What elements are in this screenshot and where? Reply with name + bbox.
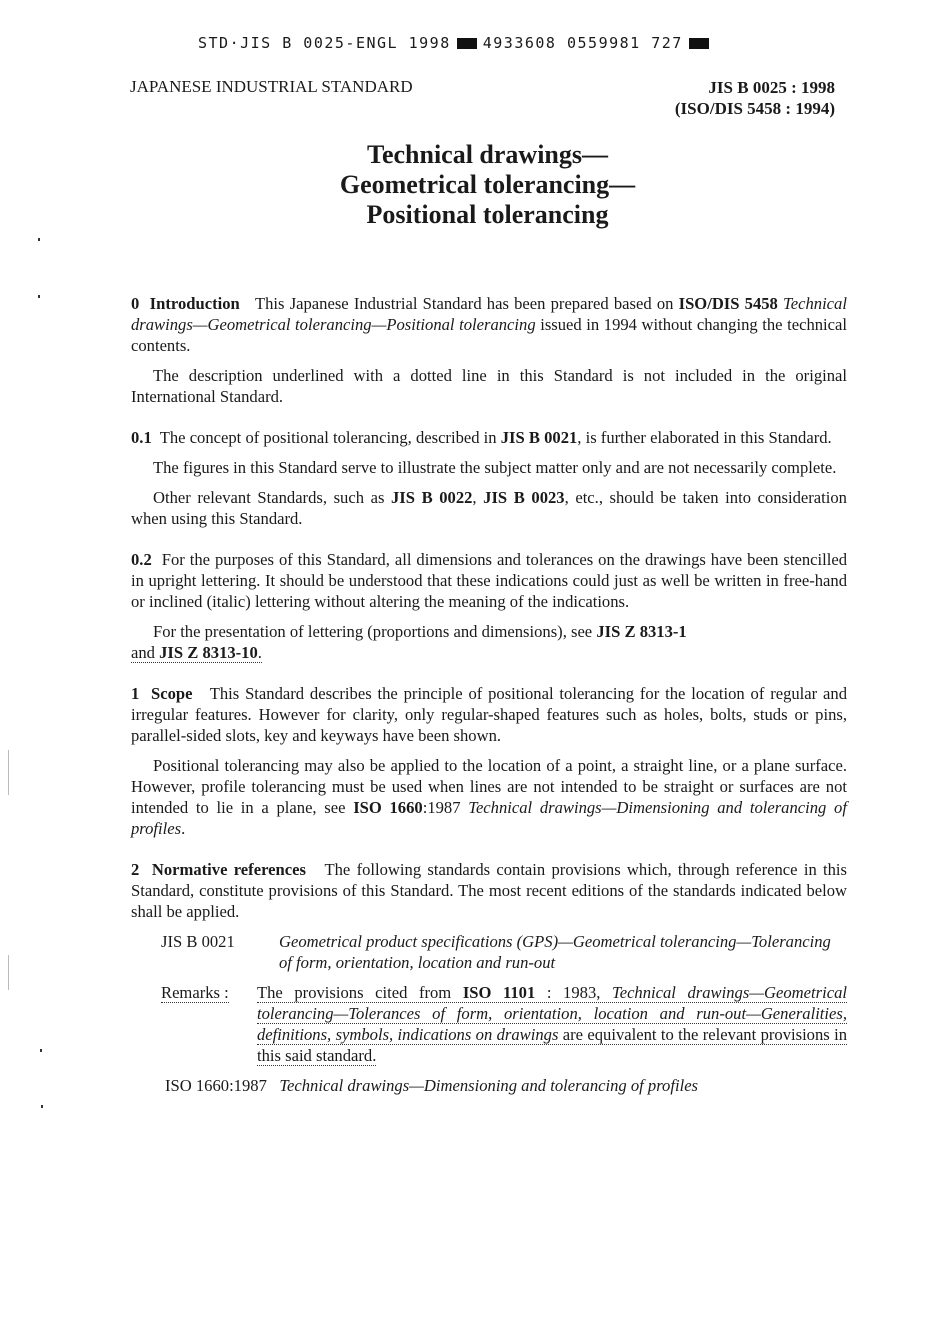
reference-code: JIS B 0021 — [161, 932, 235, 951]
stamp-text-b: 4933608 0559981 727 — [482, 34, 683, 52]
organization-name: JAPANESE INDUSTRIAL STANDARD — [130, 77, 413, 96]
dotted-underline-text — [131, 643, 262, 663]
title-line-3: Positional tolerancing — [366, 200, 609, 229]
standard-ref: JIS Z 8313-1 — [596, 622, 687, 641]
title-line-2: Geometrical tolerancing— — [339, 170, 636, 199]
remarks-entry — [161, 982, 847, 1066]
text: Positional tolerancing may also be applied to the location of a point, a straight line, or a plane surface. However, profile tolerancing must be used when lines are not intended to be straight or surfaces are not intended to lie in a plane, see — [131, 756, 847, 817]
black-mark — [689, 38, 709, 49]
text: The provisions cited from — [257, 983, 452, 1002]
intro-note: The description underlined with a dotted line in this Standard is not included in the original International Standard. — [131, 366, 847, 406]
title-line-1: Technical drawings— — [366, 140, 609, 169]
figures-note: The figures in this Standard serve to illustrate the subject matter only and are not necessarily complete. — [153, 458, 837, 477]
scan-speck — [40, 1049, 42, 1052]
scan-line — [8, 955, 9, 990]
other-standards-paragraph — [131, 487, 847, 529]
intro-text-2: issued in 1994 without changing the technical contents. — [131, 315, 847, 355]
reference-entry — [165, 1075, 847, 1096]
text: , etc., should be taken into consideration when using this Standard. — [131, 488, 847, 528]
stamp-text-a: STD·JIS B 0025-ENGL 1998 — [198, 34, 451, 52]
standard-title: Technical drawings—Geometrical tolerancing—Tolerances of form, orientation, location and run-out—Generalities, definitions, symbols, indications on drawings — [257, 983, 847, 1044]
section-number: 2 — [131, 860, 140, 879]
intro-ref-title: Technical drawings—Geometrical tolerancing—Positional tolerancing — [131, 294, 847, 334]
intro-text: This Japanese Industrial Standard has been prepared based on — [255, 294, 674, 313]
standard-title: Technical drawings—Dimensioning and tolerancing of profiles — [131, 798, 847, 838]
section-text: , is further elaborated in this Standard. — [577, 428, 832, 447]
section-text: For the purposes of this Standard, all dimensions and tolerances on the drawings have been stencilled in upright lettering. It should be understood that these indications could just as well be written in free-hand or inclined (italic) lettering without altering the meaning of the indications. — [131, 550, 848, 611]
remarks-text — [257, 982, 847, 1066]
text: , — [472, 488, 477, 507]
document-body — [131, 293, 847, 1096]
reference-title: Technical drawings—Dimensioning and tolerancing of profiles — [279, 1076, 699, 1095]
standard-ref: ISO 1101 — [462, 983, 536, 1002]
text: For the presentation of lettering (proportions and dimensions), see — [153, 622, 593, 641]
section-heading: Normative references — [151, 860, 306, 879]
section-number: 0 — [131, 294, 140, 313]
standard-ref: JIS B 0022 — [391, 488, 473, 507]
intro-paragraph — [131, 293, 847, 356]
scan-speck — [38, 295, 40, 298]
section-text: The concept of positional tolerancing, described in — [159, 428, 497, 447]
standard-ref: JIS B 0023 — [483, 488, 565, 507]
remarks-label: Remarks : — [161, 983, 229, 1002]
scope-paragraph-2 — [131, 755, 847, 839]
section-heading: Introduction — [149, 294, 240, 313]
black-mark — [457, 38, 477, 49]
standard-ref: JIS B 0021 — [500, 428, 578, 447]
text: are equivalent to the relevant provisions in this said standard. — [257, 1025, 847, 1065]
section-scope — [131, 683, 847, 746]
text: and — [131, 643, 155, 662]
scan-line — [8, 750, 9, 795]
reference-code: ISO 1660:1987 — [165, 1076, 267, 1095]
standard-ref: ISO 1660 — [353, 798, 423, 817]
section-number: 0.2 — [131, 550, 152, 569]
intro-ref: ISO/DIS 5458 — [678, 294, 778, 313]
scan-speck — [41, 1105, 43, 1108]
text: . — [181, 819, 186, 838]
iso-number: (ISO/DIS 5458 : 1994) — [674, 99, 835, 118]
standard-ref: JIS Z 8313-10 — [159, 643, 258, 662]
section-number: 1 — [131, 684, 140, 703]
reference-title: Geometrical product specifications (GPS)—Geometrical tolerancing—Tolerancing of form, orientation, location and run-out — [279, 932, 831, 972]
scan-speck — [38, 238, 40, 241]
section-text: This Standard describes the principle of positional tolerancing for the location of regular and irregular features. However for clarity, only regular-shaped features such as holes, bolts, studs or pins, parallel-sided slots, key and keyways have been shown. — [131, 684, 847, 745]
section-heading: Scope — [151, 684, 193, 703]
section-0-1 — [131, 427, 847, 448]
text: : 1983, — [546, 983, 601, 1002]
standard-number-block — [675, 77, 835, 119]
page-title — [0, 140, 950, 230]
text: . — [257, 643, 262, 662]
reference-entry — [161, 931, 847, 973]
text: Other relevant Standards, such as — [153, 488, 385, 507]
document-stamp — [198, 34, 715, 52]
section-number: 0.1 — [131, 428, 152, 447]
section-text: The following standards contain provisions which, through reference in this Standard, constitute provisions of this Standard. The most recent editions of the standards indicated below shall be applied. — [131, 860, 847, 921]
dotted-underline-text — [257, 983, 847, 1066]
section-normative-references — [131, 859, 847, 922]
section-0-2 — [131, 549, 847, 612]
lettering-paragraph — [131, 621, 847, 663]
standard-number: JIS B 0025 : 1998 — [708, 78, 835, 97]
text: :1987 — [422, 798, 461, 817]
